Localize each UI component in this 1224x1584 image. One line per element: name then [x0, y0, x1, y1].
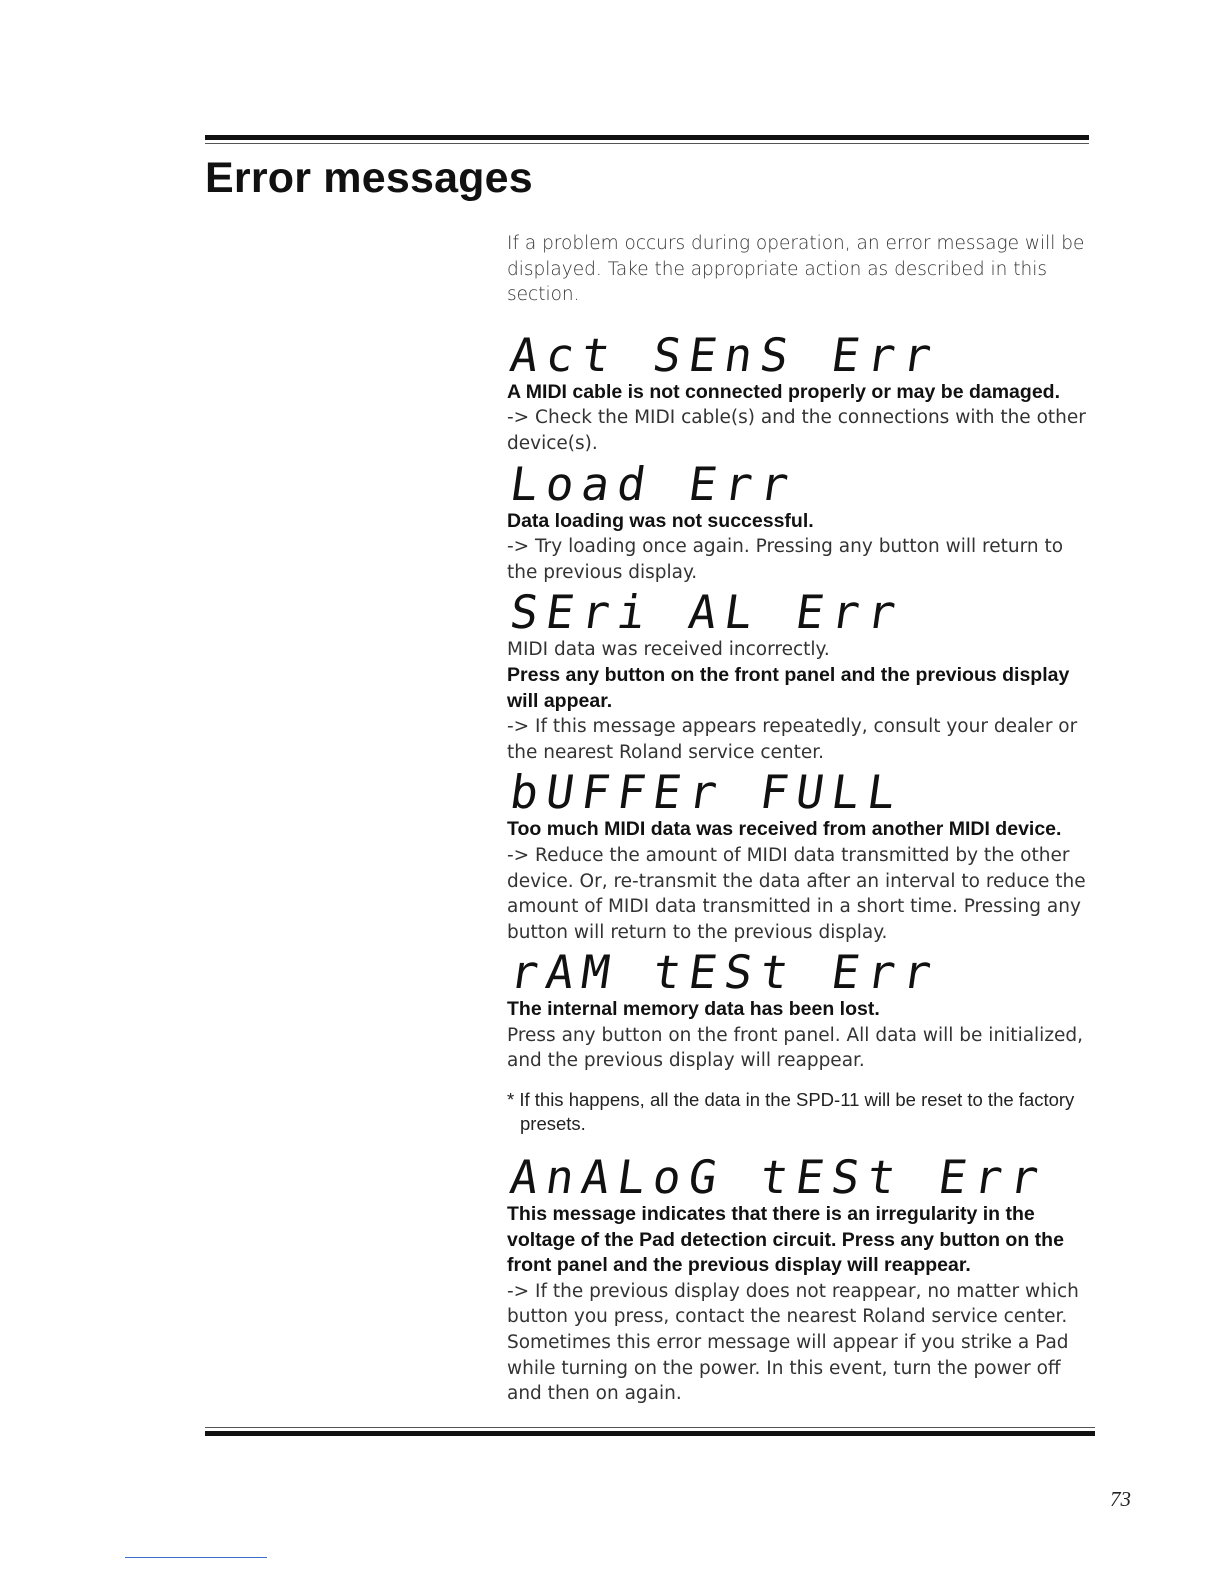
error-action: Press any button on the front panel. All data will be initialized, and the previous display will reappear. [507, 1024, 1084, 1072]
error-entry [506, 327, 1097, 457]
error-entry [507, 1152, 1097, 1407]
error-description-bold: The internal memory data has been lost. [507, 998, 880, 1021]
error-description-bold: Too much MIDI data was received from another MIDI device. [507, 818, 1062, 841]
error-action: -> If the previous display does not reappear, no matter which button you press, contact the nearest Roland service center. Sometimes this error message will appear if you strike a Pad while turning on the power. In this event, turn the power off and then on again. [507, 1280, 1079, 1405]
error-entry [506, 456, 1097, 586]
error-entry [507, 947, 1097, 1136]
footer-line [125, 1557, 267, 1558]
error-description-bold: A MIDI cable is not connected properly or may be damaged. [507, 380, 1060, 403]
error-code-display: Act SEnS Err [506, 327, 943, 382]
page-number: 73 [1110, 1487, 1131, 1511]
error-entry [507, 767, 1097, 945]
error-action: -> Try loading once again. Pressing any button will return to the previous display. [507, 536, 1064, 583]
error-footnote: * If this happens, all the data in the SPD-11 will be reset to the factory presets. [507, 1089, 1075, 1135]
top-rule-thick [205, 135, 1089, 140]
error-description: MIDI data was received incorrectly. [507, 639, 830, 661]
bottom-rule-thin [205, 1427, 1095, 1428]
bottom-rule-thick [205, 1431, 1095, 1436]
error-description-bold: Data loading was not successful. [507, 509, 814, 532]
error-description-bold: Press any button on the front panel and the previous display will appear. [507, 663, 1070, 712]
error-code-display: AnALoG tESt Err [506, 1150, 1050, 1205]
error-entry [507, 587, 1097, 765]
error-action: -> Reduce the amount of MIDI data transmitted by the other device. Or, re-transmit the data after an interval to reduce the amount of MIDI data transmitted in a short time. Pressing any button will return to the previous display. [507, 844, 1086, 943]
error-action: -> Check the MIDI cable(s) and the connections with the other device(s). [507, 407, 1086, 454]
error-code-display: Load Err [506, 456, 800, 511]
error-code-display: bUFFEr FULL [506, 765, 907, 820]
top-rule-thin [205, 143, 1089, 144]
error-code-display: SEri AL Err [506, 585, 907, 640]
error-action: -> If this message appears repeatedly, consult your dealer or the nearest Roland service center. [507, 716, 1078, 763]
error-code-display: rAM tESt Err [506, 945, 943, 1000]
page-title: Error messages [205, 154, 533, 202]
intro-paragraph: If a problem occurs during operation, an error message will be displayed. Take the appropriate action as described in this section. [507, 233, 1085, 306]
content-column [507, 231, 1097, 1407]
error-description-bold: This message indicates that there is an irregularity in the voltage of the Pad detection circuit. Press any button on the front panel and the previous display will reappear. [507, 1203, 1064, 1277]
